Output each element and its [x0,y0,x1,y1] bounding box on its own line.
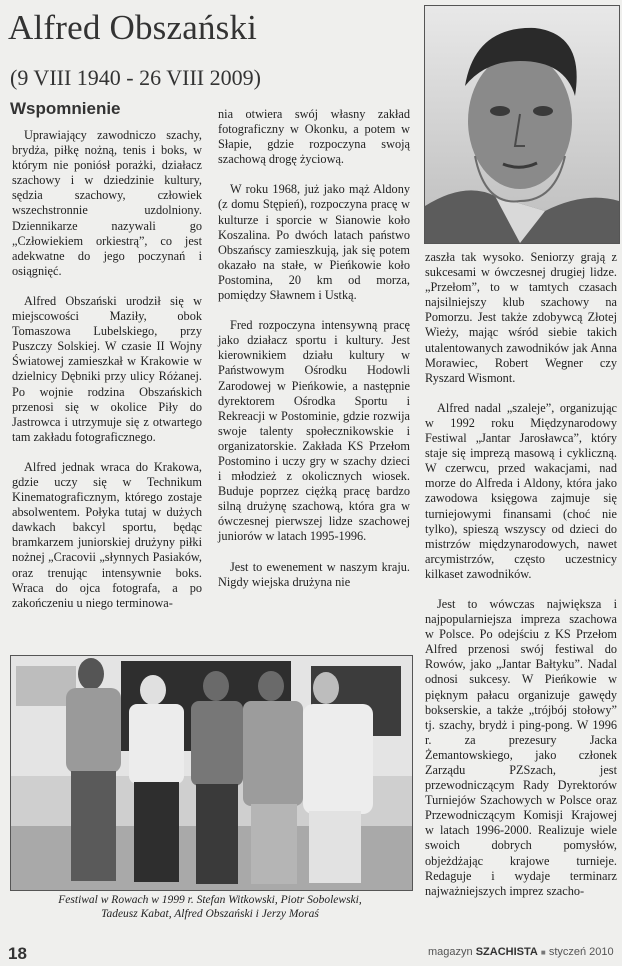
photo-caption: Festiwal w Rowach w 1999 r. Stefan Witkowski, Piotr Sobolewski, Tadeusz Kabat, Alfred Obszański i Jerzy Moraś [58,894,362,920]
text-column-1 [12,128,202,626]
issue-date: styczeń 2010 [548,946,614,958]
life-dates: (9 VIII 1940 - 26 VIII 2009) [10,65,261,90]
text-column-2 [218,107,410,605]
paragraph: Jest to wówczas największa i najpopularniejsza impreza szachowa w Polsce. Po odejściu z KS Przełom Alfred przenosi swój festiwal do Rowów, jako „Jantar Bałtyku”. Nadal odnosi sukcesy. W Pieńkowie w pięknym pałacu organizuje gawędy bokserskie, a także „trójbój stołowy” tj. szachy, brydż i ping-pong. W 1996 r. za prezesury Jacka Żemantowskiego, jako członek Zarządu PZSzach, jest przewodniczącym Rady Dyrektorów Turniejów Szachowych w Polsce oraz Przewodniczącym Komisji Krajowej w latach 1996-2000. Realizuje wiele swoich dobrych pomysłów, objeżdżając krajowe turnieje. Redaguje i wydaje terminarz najważniejszych imprez szacho- [425,596,617,898]
portrait-photo [424,5,620,244]
paragraph: W roku 1968, już jako mąż Aldony (z domu Stępień), rozpoczyna pracę w kulturze i sporcie w Sianowie koło Koszalina. Po dwóch latach państwo Obszańscy zamieszkują, jak się potem okazało na stałe, w Pieńkowie koło Postomina, 20 km od morza, pomiędzy Sławnem i Ustką. [218,182,410,303]
footer-separator: ■ [540,948,546,957]
paragraph: Alfred Obszański urodził się w miejscowości Maziły, obok Tomaszowa Lubelskiego, przy Puszczy Solskiej. W czasie II Wojny Światowej zamieszkał w Krakowie w dzielnicy Dębniki przy ulicy Różanej. Po wojnie rodzina Obszańskich przenosi się w okolice Piły do Jastrowca i utrzymuje się z otwartego tam zakładu fotograficznego. [12,293,202,444]
paragraph: Fred rozpoczyna intensywną pracę jako działacz sportu i kultury. Jest kierownikiem działu kultury w Państwowym Ośrodku Hodowli Zarodowej w Pieńkowie, a następnie dyrektorem Ośrodka Sportu i Rekreacji w Postominie, gdzie rozwija swoje talenty społecznikowskie i organizatorskie. Zakłada KS Przełom Postomino i uczy gry w szachy dzieci i młodzież z okolicznych wiosek. Buduje poprzez ciężką pracę bardzo silną drużynę szachową, która gra w ówczesnej pierwszej lidze szachowej juniorów w latach 1995-1996. [218,318,410,544]
paragraph: zaszła tak wysoko. Seniorzy grają z sukcesami w ówczesnej drugiej lidze. „Przełom”, to w tamtych czasach najsilniejszy klub szachowy na Pomorzu. Jest także zdobywcą Złotej Wieży, mając wśród siebie takich utalentowanych zawodników jak Anna Morawiec, Robert Wegner czy Ryszard Wismont. [425,250,617,385]
article-subtitle: Wspomnienie [10,99,121,118]
paragraph: Uprawiający zawodniczo szachy, brydża, piłkę nożną, tenis i boks, w którym nie poniósł porażki, działacz szachowy i w dziedzinie kultury, sędzia szachowy, człowiek wszechstronnie uzdolniony. Dziennikarze nazywali go „Człowiekiem orkiestrą”, co jest adekwatne do jego poczynań i osiągnięć. [12,128,202,278]
magazine-prefix: magazyn [428,946,473,958]
text-column-3 [425,250,617,914]
page-number: 18 [8,944,27,963]
paragraph: Alfred jednak wraca do Krakowa, gdzie uczy się w Technikum Kinematograficznym, którego zostaje absolwentem. Połyka tutaj w dużych dawkach bakcyl sportu, będąc bramkarzem juniorskiej drużyny piłki nożnej „Cracovii „słynnych Pasiaków, oraz trenując intensywnie boks. Wraca do ojca fotografa, a po zakończeniu u niego terminowa- [12,459,202,610]
group-photo [10,655,413,891]
paragraph: Alfred nadal „szaleje”, organizując w 1992 roku Międzynarodowy Festiwal „Jantar Jarosławca”, który staje się imprezą masową i cykliczną. W czerwcu, przed wakacjami, nad morze do Alfreda i Aldony, która jako zawodowa księgowa zajmuje się turniejowymi finansami (choć nie tylko), spieszą wszyscy od dzieci do mistrzów międzynarodowych, nawet arcymistrzów, często uczestnicy kilkaset zawodników. [425,400,617,581]
paragraph: Jest to ewenement w naszym kraju. Nigdy wiejska drużyna nie [218,559,410,589]
magazine-footer [428,946,614,958]
magazine-name: SZACHISTA [475,946,538,958]
paragraph: nia otwiera swój własny zakład fotograficzny w Okonku, a potem w Słapie, gdzie rozpoczyna swoją szachową drogę życiową. [218,107,410,167]
article-title: Alfred Obszański [8,8,258,47]
